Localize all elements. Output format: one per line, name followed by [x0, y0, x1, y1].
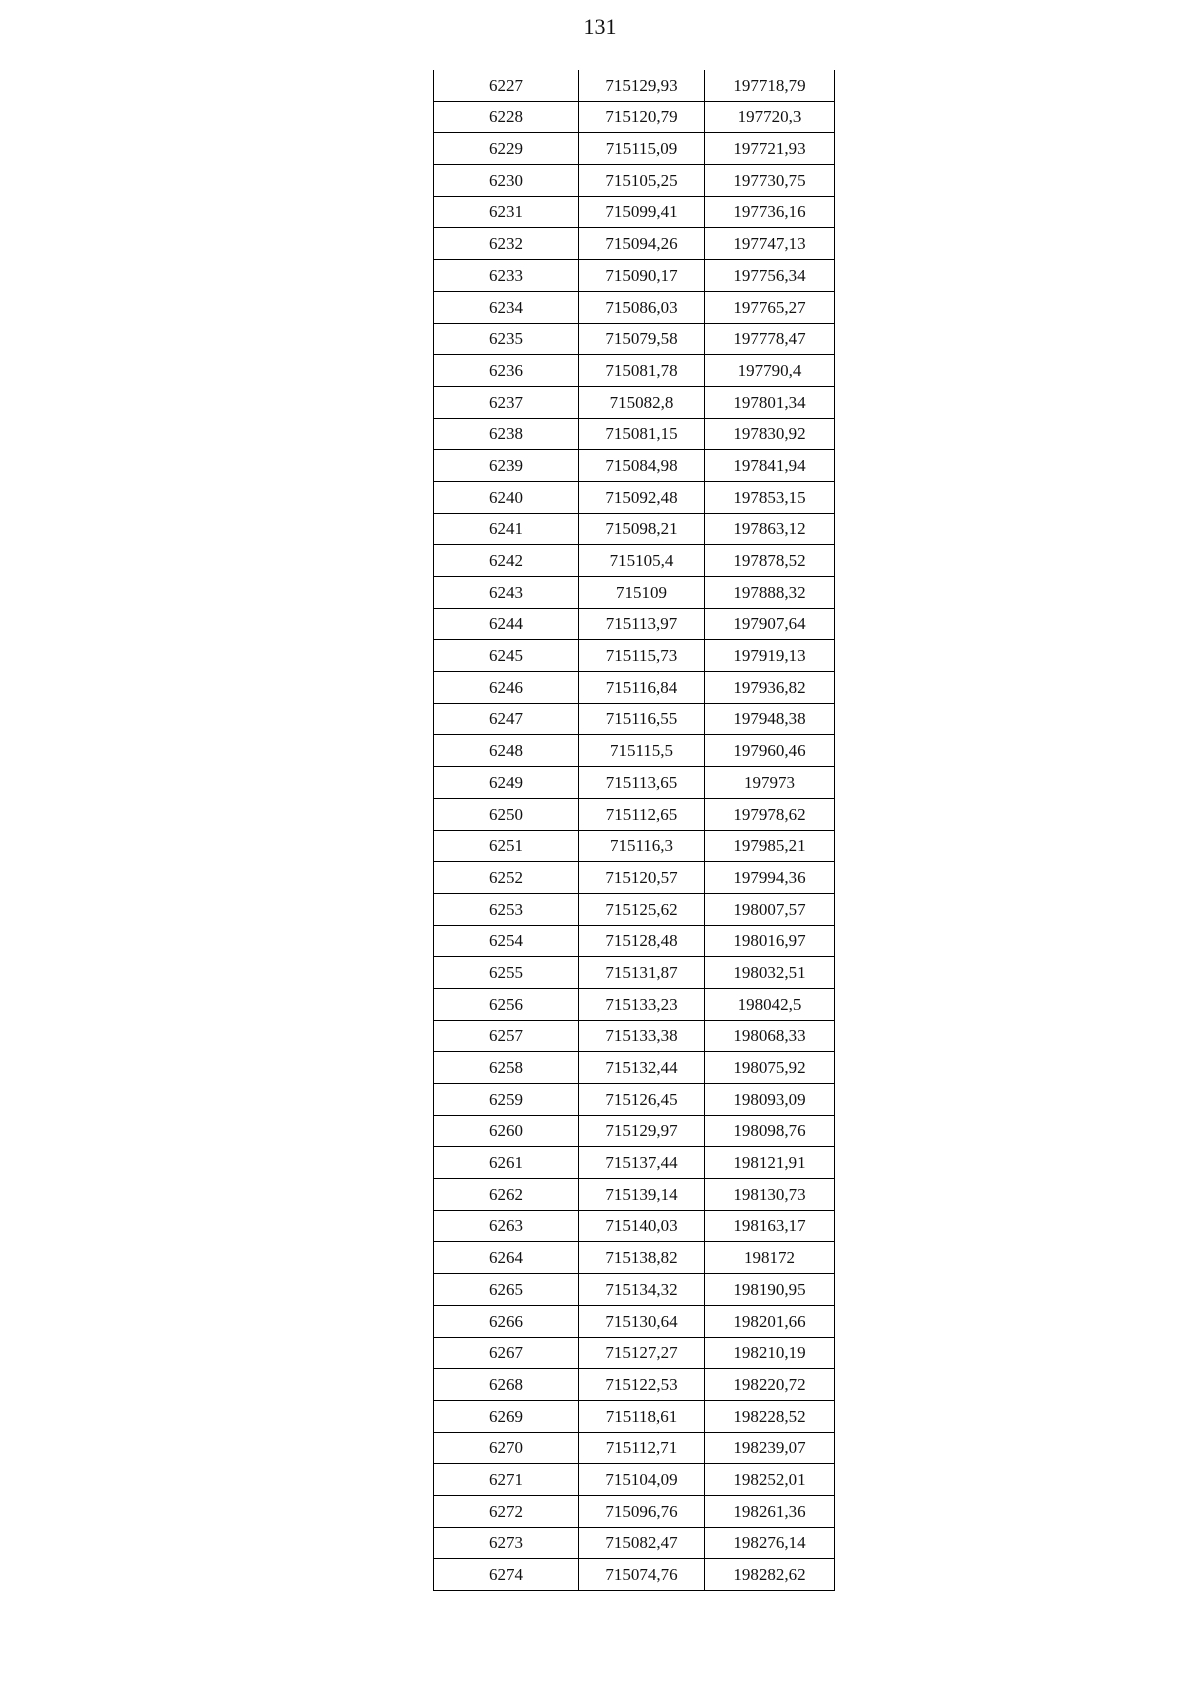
y-coordinate-cell: 197888,32 — [705, 577, 835, 609]
x-coordinate-cell: 715129,97 — [579, 1115, 705, 1147]
table-row — [434, 323, 835, 355]
y-coordinate-cell: 198130,73 — [705, 1179, 835, 1211]
table-row — [434, 1495, 835, 1527]
table-row — [434, 640, 835, 672]
x-coordinate-cell: 715140,03 — [579, 1210, 705, 1242]
point-number-cell: 6229 — [434, 133, 579, 165]
point-number-cell: 6234 — [434, 291, 579, 323]
x-coordinate-cell: 715084,98 — [579, 450, 705, 482]
y-coordinate-cell: 197756,34 — [705, 260, 835, 292]
point-number-cell: 6258 — [434, 1052, 579, 1084]
point-number-cell: 6251 — [434, 830, 579, 862]
point-number-cell: 6253 — [434, 893, 579, 925]
point-number-cell: 6247 — [434, 703, 579, 735]
point-number-cell: 6260 — [434, 1115, 579, 1147]
x-coordinate-cell: 715081,15 — [579, 418, 705, 450]
point-number-cell: 6255 — [434, 957, 579, 989]
point-number-cell: 6264 — [434, 1242, 579, 1274]
x-coordinate-cell: 715079,58 — [579, 323, 705, 355]
x-coordinate-cell: 715112,65 — [579, 798, 705, 830]
table-row — [434, 165, 835, 197]
table-row — [434, 1527, 835, 1559]
x-coordinate-cell: 715098,21 — [579, 513, 705, 545]
table-row — [434, 260, 835, 292]
table-row — [434, 291, 835, 323]
y-coordinate-cell: 197830,92 — [705, 418, 835, 450]
y-coordinate-cell: 197936,82 — [705, 672, 835, 704]
point-number-cell: 6239 — [434, 450, 579, 482]
y-coordinate-cell: 197765,27 — [705, 291, 835, 323]
x-coordinate-cell: 715116,55 — [579, 703, 705, 735]
point-number-cell: 6233 — [434, 260, 579, 292]
point-number-cell: 6263 — [434, 1210, 579, 1242]
point-number-cell: 6249 — [434, 767, 579, 799]
x-coordinate-cell: 715125,62 — [579, 893, 705, 925]
table-row — [434, 608, 835, 640]
point-number-cell: 6238 — [434, 418, 579, 450]
x-coordinate-cell: 715120,57 — [579, 862, 705, 894]
table-row — [434, 1305, 835, 1337]
table-row — [434, 70, 835, 101]
y-coordinate-cell: 198172 — [705, 1242, 835, 1274]
y-coordinate-cell: 198068,33 — [705, 1020, 835, 1052]
y-coordinate-cell: 197863,12 — [705, 513, 835, 545]
y-coordinate-cell: 197721,93 — [705, 133, 835, 165]
x-coordinate-cell: 715090,17 — [579, 260, 705, 292]
x-coordinate-cell: 715131,87 — [579, 957, 705, 989]
x-coordinate-cell: 715134,32 — [579, 1274, 705, 1306]
point-number-cell: 6250 — [434, 798, 579, 830]
coordinates-table — [433, 70, 835, 1591]
y-coordinate-cell: 197978,62 — [705, 798, 835, 830]
table-row — [434, 228, 835, 260]
table-row — [434, 830, 835, 862]
x-coordinate-cell: 715096,76 — [579, 1495, 705, 1527]
point-number-cell: 6252 — [434, 862, 579, 894]
x-coordinate-cell: 715113,97 — [579, 608, 705, 640]
table-row — [434, 481, 835, 513]
point-number-cell: 6231 — [434, 196, 579, 228]
table-row — [434, 545, 835, 577]
y-coordinate-cell: 197718,79 — [705, 70, 835, 101]
table-row — [434, 1242, 835, 1274]
point-number-cell: 6237 — [434, 386, 579, 418]
table-row — [434, 767, 835, 799]
y-coordinate-cell: 197960,46 — [705, 735, 835, 767]
x-coordinate-cell: 715099,41 — [579, 196, 705, 228]
table-row — [434, 1179, 835, 1211]
y-coordinate-cell: 197747,13 — [705, 228, 835, 260]
point-number-cell: 6274 — [434, 1559, 579, 1591]
point-number-cell: 6248 — [434, 735, 579, 767]
x-coordinate-cell: 715118,61 — [579, 1400, 705, 1432]
y-coordinate-cell: 198261,36 — [705, 1495, 835, 1527]
x-coordinate-cell: 715132,44 — [579, 1052, 705, 1084]
x-coordinate-cell: 715074,76 — [579, 1559, 705, 1591]
y-coordinate-cell: 197841,94 — [705, 450, 835, 482]
coordinates-table-body — [434, 70, 835, 1591]
point-number-cell: 6254 — [434, 925, 579, 957]
x-coordinate-cell: 715129,93 — [579, 70, 705, 101]
table-row — [434, 1052, 835, 1084]
point-number-cell: 6259 — [434, 1084, 579, 1116]
y-coordinate-cell: 197730,75 — [705, 165, 835, 197]
table-row — [434, 1432, 835, 1464]
y-coordinate-cell: 198201,66 — [705, 1305, 835, 1337]
x-coordinate-cell: 715113,65 — [579, 767, 705, 799]
point-number-cell: 6272 — [434, 1495, 579, 1527]
x-coordinate-cell: 715115,09 — [579, 133, 705, 165]
table-row — [434, 1464, 835, 1496]
table-row — [434, 1084, 835, 1116]
table-row — [434, 101, 835, 133]
y-coordinate-cell: 197853,15 — [705, 481, 835, 513]
table-row — [434, 862, 835, 894]
table-row — [434, 1210, 835, 1242]
point-number-cell: 6261 — [434, 1147, 579, 1179]
x-coordinate-cell: 715115,73 — [579, 640, 705, 672]
y-coordinate-cell: 197907,64 — [705, 608, 835, 640]
point-number-cell: 6268 — [434, 1369, 579, 1401]
table-row — [434, 925, 835, 957]
y-coordinate-cell: 198276,14 — [705, 1527, 835, 1559]
x-coordinate-cell: 715126,45 — [579, 1084, 705, 1116]
y-coordinate-cell: 198032,51 — [705, 957, 835, 989]
table-row — [434, 1115, 835, 1147]
x-coordinate-cell: 715105,25 — [579, 165, 705, 197]
table-row — [434, 1147, 835, 1179]
point-number-cell: 6266 — [434, 1305, 579, 1337]
y-coordinate-cell: 197919,13 — [705, 640, 835, 672]
y-coordinate-cell: 198007,57 — [705, 893, 835, 925]
x-coordinate-cell: 715116,3 — [579, 830, 705, 862]
y-coordinate-cell: 197778,47 — [705, 323, 835, 355]
table-row — [434, 513, 835, 545]
y-coordinate-cell: 197985,21 — [705, 830, 835, 862]
x-coordinate-cell: 715109 — [579, 577, 705, 609]
table-row — [434, 355, 835, 387]
table-row — [434, 450, 835, 482]
point-number-cell: 6236 — [434, 355, 579, 387]
table-row — [434, 1369, 835, 1401]
page-number: 131 — [583, 14, 617, 39]
table-row — [434, 133, 835, 165]
x-coordinate-cell: 715139,14 — [579, 1179, 705, 1211]
y-coordinate-cell: 198121,91 — [705, 1147, 835, 1179]
y-coordinate-cell: 198220,72 — [705, 1369, 835, 1401]
y-coordinate-cell: 198282,62 — [705, 1559, 835, 1591]
point-number-cell: 6246 — [434, 672, 579, 704]
x-coordinate-cell: 715133,23 — [579, 988, 705, 1020]
y-coordinate-cell: 197948,38 — [705, 703, 835, 735]
y-coordinate-cell: 197994,36 — [705, 862, 835, 894]
y-coordinate-cell: 198228,52 — [705, 1400, 835, 1432]
point-number-cell: 6240 — [434, 481, 579, 513]
point-number-cell: 6244 — [434, 608, 579, 640]
x-coordinate-cell: 715115,5 — [579, 735, 705, 767]
x-coordinate-cell: 715130,64 — [579, 1305, 705, 1337]
table-row — [434, 672, 835, 704]
table-row — [434, 1274, 835, 1306]
point-number-cell: 6262 — [434, 1179, 579, 1211]
x-coordinate-cell: 715133,38 — [579, 1020, 705, 1052]
point-number-cell: 6271 — [434, 1464, 579, 1496]
point-number-cell: 6269 — [434, 1400, 579, 1432]
y-coordinate-cell: 198252,01 — [705, 1464, 835, 1496]
point-number-cell: 6256 — [434, 988, 579, 1020]
y-coordinate-cell: 198098,76 — [705, 1115, 835, 1147]
table-row — [434, 893, 835, 925]
point-number-cell: 6235 — [434, 323, 579, 355]
y-coordinate-cell: 198016,97 — [705, 925, 835, 957]
table-row — [434, 418, 835, 450]
x-coordinate-cell: 715116,84 — [579, 672, 705, 704]
table-row — [434, 798, 835, 830]
x-coordinate-cell: 715128,48 — [579, 925, 705, 957]
x-coordinate-cell: 715094,26 — [579, 228, 705, 260]
y-coordinate-cell: 197720,3 — [705, 101, 835, 133]
x-coordinate-cell: 715137,44 — [579, 1147, 705, 1179]
x-coordinate-cell: 715112,71 — [579, 1432, 705, 1464]
x-coordinate-cell: 715138,82 — [579, 1242, 705, 1274]
y-coordinate-cell: 197878,52 — [705, 545, 835, 577]
table-row — [434, 957, 835, 989]
y-coordinate-cell: 198163,17 — [705, 1210, 835, 1242]
y-coordinate-cell: 198239,07 — [705, 1432, 835, 1464]
x-coordinate-cell: 715081,78 — [579, 355, 705, 387]
table-row — [434, 735, 835, 767]
x-coordinate-cell: 715086,03 — [579, 291, 705, 323]
x-coordinate-cell: 715122,53 — [579, 1369, 705, 1401]
y-coordinate-cell: 198075,92 — [705, 1052, 835, 1084]
table-row — [434, 1337, 835, 1369]
table-row — [434, 386, 835, 418]
point-number-cell: 6257 — [434, 1020, 579, 1052]
point-number-cell: 6227 — [434, 70, 579, 101]
x-coordinate-cell: 715120,79 — [579, 101, 705, 133]
table-row — [434, 1559, 835, 1591]
table-row — [434, 988, 835, 1020]
x-coordinate-cell: 715104,09 — [579, 1464, 705, 1496]
x-coordinate-cell: 715092,48 — [579, 481, 705, 513]
y-coordinate-cell: 198210,19 — [705, 1337, 835, 1369]
y-coordinate-cell: 197801,34 — [705, 386, 835, 418]
point-number-cell: 6265 — [434, 1274, 579, 1306]
table-row — [434, 703, 835, 735]
table-row — [434, 1020, 835, 1052]
point-number-cell: 6230 — [434, 165, 579, 197]
x-coordinate-cell: 715105,4 — [579, 545, 705, 577]
point-number-cell: 6267 — [434, 1337, 579, 1369]
point-number-cell: 6241 — [434, 513, 579, 545]
y-coordinate-cell: 197973 — [705, 767, 835, 799]
x-coordinate-cell: 715082,8 — [579, 386, 705, 418]
x-coordinate-cell: 715127,27 — [579, 1337, 705, 1369]
y-coordinate-cell: 198190,95 — [705, 1274, 835, 1306]
point-number-cell: 6273 — [434, 1527, 579, 1559]
y-coordinate-cell: 198042,5 — [705, 988, 835, 1020]
table-row — [434, 577, 835, 609]
y-coordinate-cell: 197736,16 — [705, 196, 835, 228]
point-number-cell: 6270 — [434, 1432, 579, 1464]
point-number-cell: 6228 — [434, 101, 579, 133]
point-number-cell: 6245 — [434, 640, 579, 672]
y-coordinate-cell: 197790,4 — [705, 355, 835, 387]
point-number-cell: 6232 — [434, 228, 579, 260]
x-coordinate-cell: 715082,47 — [579, 1527, 705, 1559]
point-number-cell: 6242 — [434, 545, 579, 577]
point-number-cell: 6243 — [434, 577, 579, 609]
y-coordinate-cell: 198093,09 — [705, 1084, 835, 1116]
table-row — [434, 1400, 835, 1432]
table-row — [434, 196, 835, 228]
